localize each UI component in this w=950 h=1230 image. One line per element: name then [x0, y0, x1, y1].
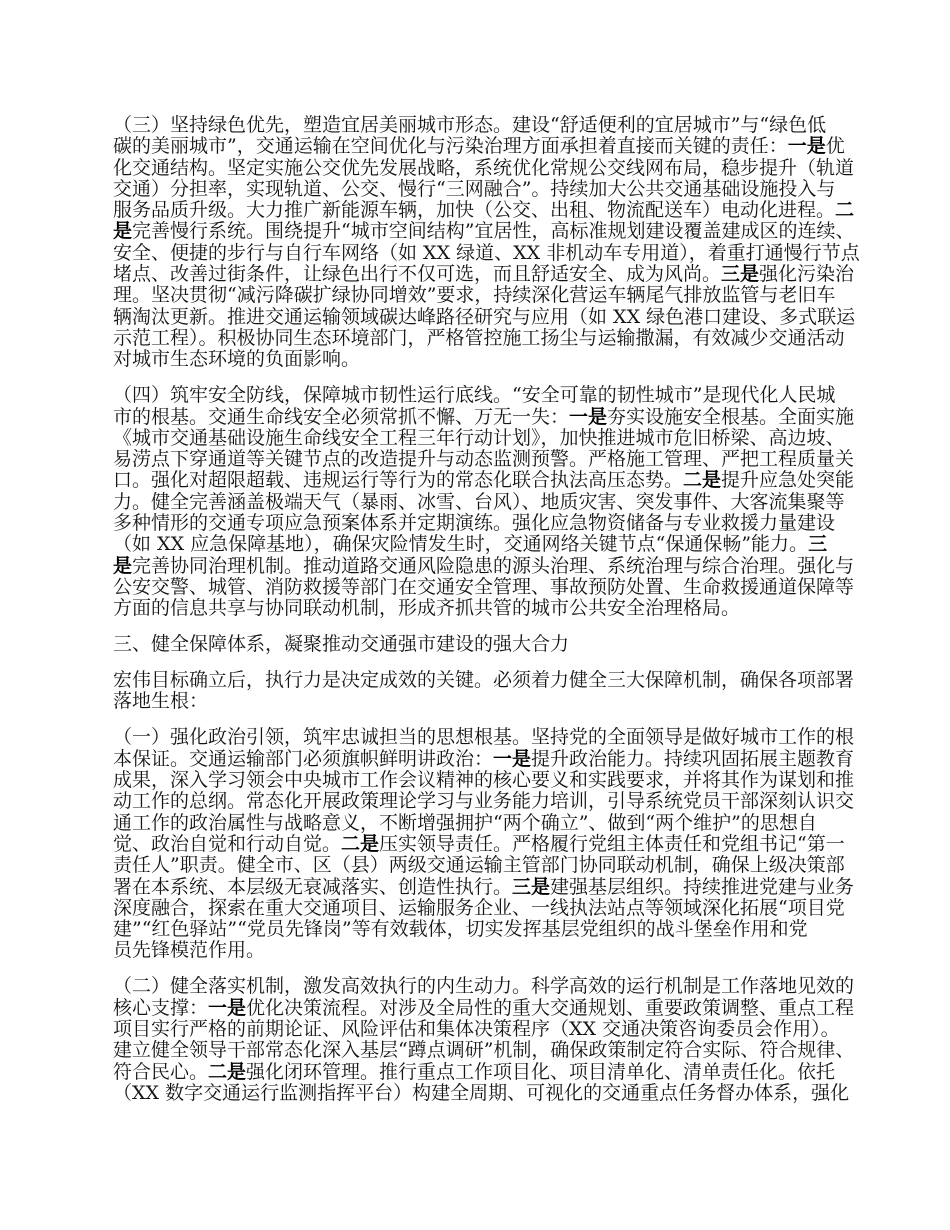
bold-keyword: 一是 [493, 747, 532, 770]
text-line [113, 834, 853, 855]
text-line [113, 428, 853, 449]
text-line [113, 115, 853, 136]
text-line [113, 877, 853, 898]
text-segment: 示范工程）。积极协同生态环境部门，严格管控施工扬尘与运输撒漏，有效减少交通活动 [113, 326, 845, 349]
paragraph [113, 670, 853, 713]
text-segment: 完善慢行系统。围绕提升“城市空间结构”宜居性，高标准规划建设覆盖建成区的连续、 [132, 220, 855, 243]
text-segment: 对城市生态环境的负面影响。 [113, 348, 361, 371]
text-segment: 宏伟目标确立后，执行力是决定成效的关键。必须着力健全三大保障机制，确保各项部署 [113, 669, 855, 692]
bold-keyword: 二 [835, 199, 855, 222]
text-segment: 多种情形的交通专项应急预案体系并定期演练。强化应急物资储备与专业救援力量建设 [113, 512, 836, 535]
text-line [113, 998, 853, 1019]
text-segment: （一）强化政治引领，筑牢忠诚担当的思想根基。坚持党的全面领导是做好城市工作的根 [113, 726, 855, 749]
text-line [113, 449, 853, 470]
text-segment: 辆淘汰更新。推进交通运输领域碳达峰路径研究与应用（如 XX 绿色港口建设、多式联运 [113, 305, 856, 328]
text-segment: 夯实设施安全根基。全面实施 [607, 405, 855, 428]
text-line [113, 136, 853, 157]
text-line [113, 634, 853, 655]
text-segment: 安全、便捷的步行与自行车网络（如 XX 绿道、XX 非机动车专用道），着重打通慢行节点 [113, 241, 860, 264]
text-segment: 方面的信息共享与协同联动机制，形成齐抓共管的城市公共安全治理格局。 [113, 597, 741, 620]
text-segment: 提升政治能力。持续巩固拓展主题教育 [531, 747, 855, 770]
text-segment: （如 XX 应急保障基地），确保灾险情发生时，交通网络关键节点“保通保畅”能力。 [113, 533, 809, 556]
text-line [113, 305, 856, 328]
text-line [113, 407, 853, 428]
text-segment: 员先锋模范作用。 [113, 939, 266, 962]
text-line [113, 919, 853, 940]
text-line [113, 1083, 853, 1104]
text-segment: 落地生根： [113, 690, 209, 713]
text-segment: 项目实行严格的前期论证、风险评估和集体决策程序（XX 交通决策咨询委员会作用）。 [113, 1018, 840, 1041]
bold-keyword: 一是 [787, 135, 826, 158]
text-segment: 通工作的政治属性与战略意义，不断增强拥护“两个确立”、做到“两个维护”的思想自 [113, 811, 817, 834]
document-page [113, 114, 860, 1119]
paragraph [113, 114, 860, 371]
text-segment: 深度融合，探索在重大交通项目、运输服务企业、一线执法站点等领域深化拓展“项目党 [113, 896, 845, 919]
text-segment: 堵点、改善过街条件，让绿色出行不仅可选，而且舒适安全、成为风尚。 [113, 263, 722, 286]
text-segment: 强化闭环管理。推行重点工作项目化、项目清单化、清单责任化。依托 [246, 1060, 836, 1083]
text-line [113, 577, 853, 598]
text-line [113, 976, 853, 997]
text-segment: （三）坚持绿色优先，塑造宜居美丽城市形态。建设“舒适便利的宜居城市”与“绿色低 [113, 114, 827, 136]
text-line [113, 556, 853, 577]
text-line [113, 285, 853, 306]
text-line [113, 264, 853, 285]
text-segment: 口。强化对超限超载、违规运行等行为的常态化联合执法高压态势。 [113, 469, 684, 492]
text-segment: （四）筑牢安全防线，保障城市韧性运行底线。“安全可靠的韧性城市”是现代化人民城 [113, 384, 836, 407]
paragraph [113, 976, 853, 1104]
text-segment: 化交通结构。坚定实施公交优先发展战略，系统优化常规公交线网布局，稳步提升（轨道 [113, 156, 855, 179]
text-line [113, 328, 853, 349]
text-line [113, 691, 853, 712]
paragraph [113, 727, 853, 961]
text-line [113, 179, 853, 200]
text-line [113, 598, 853, 619]
bold-keyword: 是 [113, 554, 133, 577]
text-segment: 觉、政治自觉和行动自觉。 [113, 832, 342, 855]
text-segment: 理。坚决贯彻“减污降碳扩绿协同增效”要求，持续深化营运车辆尾气排放监管与老旧车 [113, 284, 836, 307]
bold-keyword: 三是 [512, 875, 551, 898]
text-segment: 易涝点下穿通道等关键节点的改造提升与动态监测预警。严格施工管理、严把工程质量关 [113, 448, 855, 471]
text-segment: 完善协同治理机制。推动道路交通风险隐患的源头治理、系统治理与综合治理。强化与 [132, 554, 855, 577]
bold-keyword: 三是 [721, 263, 760, 286]
paragraph [113, 385, 853, 619]
text-line [113, 770, 853, 791]
text-segment: 责任人”职责。健全市、区（县）两级交通运输主管部门协同联动机制，确保上级决策部 [113, 854, 845, 877]
bold-keyword: 一是 [208, 996, 247, 1019]
text-line [113, 855, 853, 876]
text-line [113, 200, 853, 221]
text-segment: 优化决策流程。对涉及全局性的重大交通规划、重要政策调整、重点工程 [246, 996, 855, 1019]
bold-keyword: 三 [808, 533, 828, 556]
text-segment: （二）健全落实机制，激发高效执行的内生动力。科学高效的运行机制是工作落地见效的 [113, 975, 855, 998]
text-line [113, 670, 853, 691]
text-line [113, 791, 853, 812]
text-line [113, 221, 853, 242]
text-segment: 动工作的总纲。常态化开展政策理论学习与业务能力培训，引导系统党员干部深刻认识交 [113, 790, 855, 813]
text-line [113, 813, 853, 834]
text-segment: 交通）分担率，实现轨道、公交、慢行“三网融合”。持续加大公共交通基础设施投入与 [113, 177, 836, 200]
bold-keyword: 二是 [341, 832, 380, 855]
text-segment: 本保证。交通运输部门必须旗帜鲜明讲政治： [113, 747, 494, 770]
text-line [113, 1062, 853, 1083]
text-line [113, 1019, 853, 1040]
text-line [113, 470, 853, 491]
text-segment: 三、健全保障体系，凝聚推动交通强市建设的强大合力 [113, 633, 570, 656]
text-line [113, 727, 853, 748]
text-line [113, 492, 853, 513]
text-segment: 碳的美丽城市”，交通运输在空间优化与污染治理方面承担着直接而关键的责任： [113, 135, 788, 158]
text-segment: 市的根基。交通生命线安全必须常抓不懈、万无一失： [113, 405, 570, 428]
text-line [113, 513, 853, 534]
text-line [113, 1040, 853, 1061]
text-segment: 强化污染治 [759, 263, 855, 286]
text-segment: （XX 数字交通运行监测指挥平台）构建全周期、可视化的交通重点任务督办体系，强化 [113, 1081, 850, 1104]
text-segment: 核心支撑： [113, 996, 209, 1019]
text-line [113, 385, 853, 406]
text-segment: 建强基层组织。持续推进党建与业务 [550, 875, 855, 898]
text-segment: 符合民心。 [113, 1060, 209, 1083]
text-segment: 《城市交通基础设施生命线安全工程三年行动计划》，加快推进城市危旧桥梁、高边坡、 [113, 426, 845, 449]
text-line [113, 940, 853, 961]
text-line [113, 349, 853, 370]
text-line [113, 534, 853, 555]
bold-keyword: 一是 [569, 405, 608, 428]
text-line [113, 749, 853, 770]
text-segment: 提升应急处突能 [721, 469, 855, 492]
text-segment: 公安交警、城管、消防救援等部门在交通安全管理、事故预防处置、生命救援通道保障等 [113, 575, 855, 598]
bold-keyword: 二是 [683, 469, 722, 492]
text-line [113, 898, 853, 919]
bold-keyword: 二是 [208, 1060, 247, 1083]
text-segment: 建立健全领导干部常态化深入基层“蹲点调研”机制，确保政策制定符合实际、符合规律、 [113, 1039, 855, 1062]
section-heading [113, 634, 853, 655]
text-segment: 优 [825, 135, 845, 158]
text-segment: 建”“红色驿站”“党员先锋岗”等有效载体，切实发挥基层党组织的战斗堡垒作用和党 [113, 918, 808, 941]
text-line [113, 241, 860, 264]
text-segment: 服务品质升级。大力推广新能源车辆，加快（公交、出租、物流配送车）电动化进程。 [113, 199, 836, 222]
text-segment: 成果，深入学习领会中央城市工作会议精神的核心要义和实践要求，并将其作为谋划和推 [113, 769, 855, 792]
text-segment: 力。健全完善涵盖极端天气（暴雨、冰雪、台风）、地质灾害、突发事件、大客流集聚等 [113, 490, 845, 513]
text-segment: 署在本系统、本层级无衰减落实、创造性执行。 [113, 875, 513, 898]
bold-keyword: 是 [113, 220, 133, 243]
text-segment: 压实领导责任。严格履行党组主体责任和党组书记“第一 [379, 832, 845, 855]
text-line [113, 158, 853, 179]
